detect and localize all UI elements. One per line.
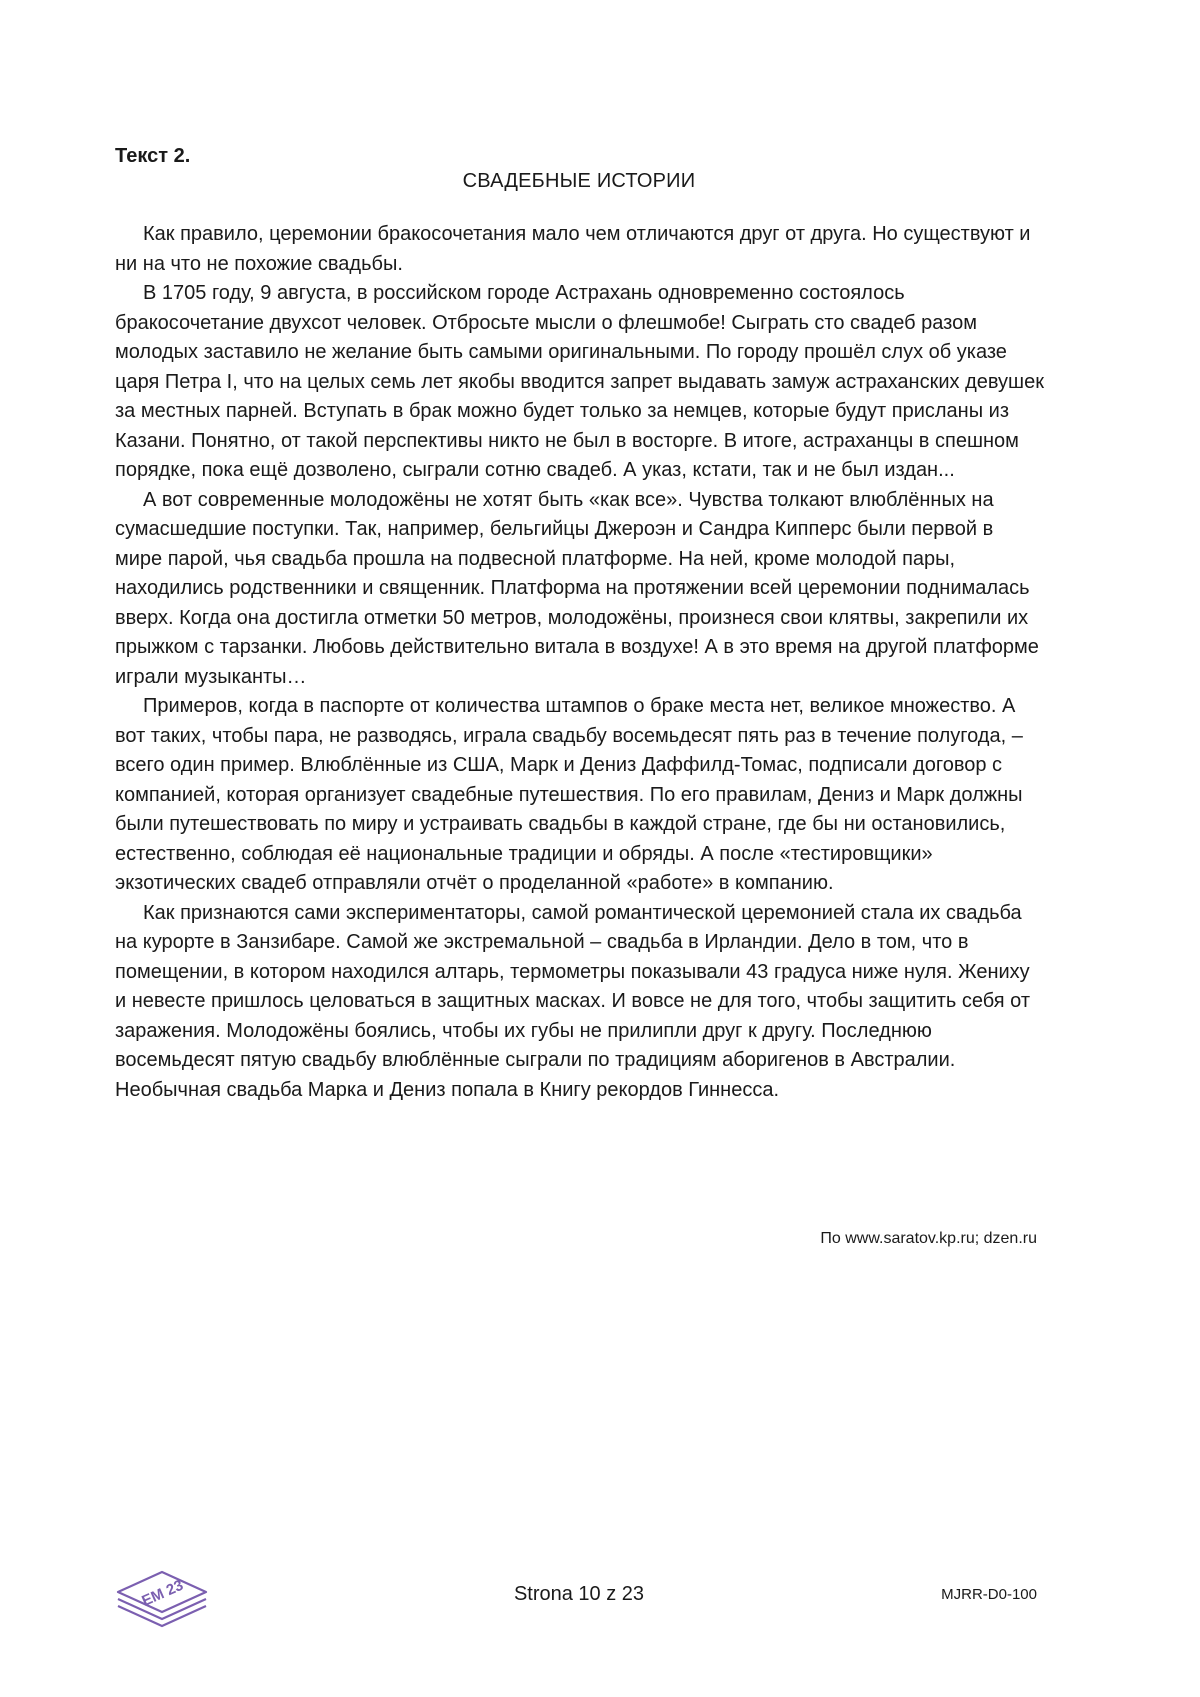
text-number-label: Текст 2. (115, 145, 191, 167)
paragraph: Как правило, церемонии бракосочетания мало чем отличаются друг от друга. Но существуют и ни на что не похожие свадьбы. (115, 223, 1031, 275)
source-citation: По www.saratov.kp.ru; dzen.ru (820, 1230, 1037, 1247)
paragraph: В 1705 году, 9 августа, в российском городе Астрахань одновременно состоялось бракосочетание двухсот человек. Отбросьте мысли о флешмобе! Сыграть сто свадеб разом молодых заставило не желание быть самыми оригинальными. По городу прошёл слух об указе царя Петра I, что на целых семь лет якобы вводится запрет выдавать замуж астраханских девушек за местных парней. Вступать в брак можно будет только за немцев, которые будут присланы из Казани. Понятно, от такой перспективы никто не был в восторге. В итоге, астраханцы в спешном порядке, пока ещё дозволено, сыграли сотню свадеб. А указ, кстати, так и не был издан... (115, 282, 1044, 481)
logo-text: EM 23 (139, 1576, 186, 1610)
document-code: MJRR-D0-100 (941, 1586, 1037, 1603)
paragraph: Как признаются сами экспериментаторы, самой романтической церемонией стала их свадьба на курорте в Занзибаре. Самой же экстремальной – свадьба в Ирландии. Дело в том, что в помещении, в котором находился алтарь, термометры показывали 43 градуса ниже нуля. Жениху и невесте пришлось целоваться в защитных масках. И вовсе не для того, чтобы защитить себя от заражения. Молодожёны боялись, чтобы их губы не прилипли друг к другу. Последнюю восемьдесят пятую свадьбу влюблённые сыграли по традициям аборигенов в Австралии. Необычная свадьба Марка и Дениз попала в Книгу рекордов Гиннесса. (115, 901, 1031, 1101)
document-title: СВАДЕБНЫЕ ИСТОРИИ (462, 170, 696, 192)
paragraph: Примеров, когда в паспорте от количества штампов о браке места нет, великое множество. А вот таких, чтобы пара, не разводясь, играла свадьбу восемьдесят пять раз в течение полугода, – всего один пример. Влюблённые из США, Марк и Дениз Даффилд-Томас, подписали договор с компанией, которая организует свадебные путешествия. По его правилам, Дениз и Марк должны были путешествовать по миру и устраивать свадьбы в каждой стране, где бы ни остановились, естественно, соблюдая её национальные традиции и обряды. А после «тестировщики» экзотических свадеб отправляли отчёт о проделанной «работе» в компанию. (115, 695, 1023, 894)
article-body (115, 220, 1045, 1105)
page-number: Strona 10 z 23 (513, 1583, 645, 1605)
paragraph: А вот современные молодожёны не хотят быть «как все». Чувства толкают влюблённых на сумасшедшие поступки. Так, например, бельгийцы Джероэн и Сандра Кипперс были первой в мире парой, чья свадьба прошла на подвесной платформе. На ней, кроме молодой пары, находились родственники и священник. Платформа на протяжении всей церемонии поднималась вверх. Когда она достигла отметки 50 метров, молодожёны, произнеся свои клятвы, закрепили их прыжком с тарзанки. Любовь действительно витала в воздухе! А в это время на другой платформе играли музыканты… (115, 488, 1039, 688)
